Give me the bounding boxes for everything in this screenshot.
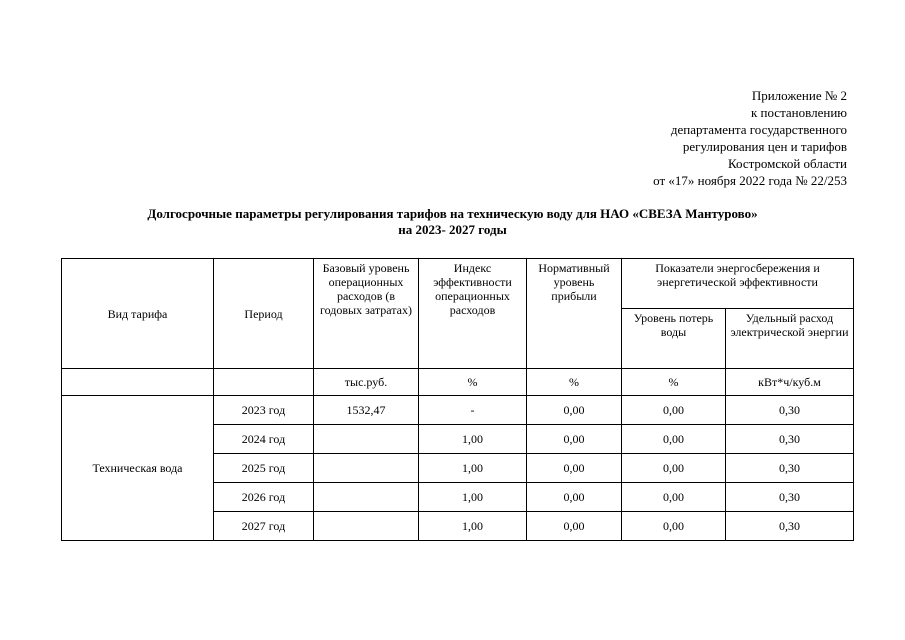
power-consumption-cell: 0,30 (726, 483, 854, 512)
header-period: Период (214, 259, 314, 369)
header-tariff-type: Вид тарифа (62, 259, 214, 369)
period-cell: 2026 год (214, 483, 314, 512)
appendix-line: регулирования цен и тарифов (682, 139, 847, 154)
profit-level-cell: 0,00 (527, 512, 622, 541)
header-power-consumption: Удельный расход электрической энергии (726, 309, 854, 369)
appendix-block (653, 87, 847, 189)
unit-efficiency-index: % (419, 369, 527, 396)
profit-level-cell: 0,00 (527, 454, 622, 483)
power-consumption-cell: 0,30 (726, 425, 854, 454)
profit-level-cell: 0,00 (527, 425, 622, 454)
water-loss-cell: 0,00 (622, 425, 726, 454)
unit-profit-level: % (527, 369, 622, 396)
unit-cell-empty (62, 369, 214, 396)
header-profit-level: Нормативный уровень прибыли (527, 259, 622, 369)
base-level-cell (314, 425, 419, 454)
efficiency-index-cell: 1,00 (419, 512, 527, 541)
appendix-line: Приложение № 2 (751, 88, 847, 103)
appendix-line: от «17» ноября 2022 года № 22/253 (653, 173, 847, 188)
header-base-level: Базовый уровень операционных расходов (в годовых затратах) (314, 259, 419, 369)
document-title (0, 206, 905, 238)
efficiency-index-cell: 1,00 (419, 454, 527, 483)
power-consumption-cell: 0,30 (726, 396, 854, 425)
base-level-cell (314, 483, 419, 512)
appendix-line: Костромской области (727, 156, 847, 171)
unit-water-loss: % (622, 369, 726, 396)
water-loss-cell: 0,00 (622, 483, 726, 512)
base-level-cell (314, 454, 419, 483)
title-line-2: на 2023- 2027 годы (398, 222, 507, 237)
water-loss-cell: 0,00 (622, 396, 726, 425)
efficiency-index-cell: 1,00 (419, 483, 527, 512)
table-row (62, 396, 854, 425)
period-cell: 2023 год (214, 396, 314, 425)
appendix-line: к постановлению (750, 105, 847, 120)
profit-level-cell: 0,00 (527, 483, 622, 512)
period-cell: 2024 год (214, 425, 314, 454)
base-level-cell (314, 512, 419, 541)
tariff-type-cell: Техническая вода (62, 396, 214, 541)
efficiency-index-cell: 1,00 (419, 425, 527, 454)
header-efficiency-index: Индекс эффективности операционных расходов (419, 259, 527, 369)
profit-level-cell: 0,00 (527, 396, 622, 425)
period-cell: 2027 год (214, 512, 314, 541)
unit-cell-empty (214, 369, 314, 396)
power-consumption-cell: 0,30 (726, 454, 854, 483)
tariff-table (61, 258, 854, 541)
unit-power-consumption: кВт*ч/куб.м (726, 369, 854, 396)
header-water-loss: Уровень потерь воды (622, 309, 726, 369)
base-level-cell: 1532,47 (314, 396, 419, 425)
water-loss-cell: 0,00 (622, 454, 726, 483)
appendix-line: департамента государственного (670, 122, 847, 137)
efficiency-index-cell: - (419, 396, 527, 425)
water-loss-cell: 0,00 (622, 512, 726, 541)
title-line-1: Долгосрочные параметры регулирования тарифов на техническую воду для НАО «СВЕЗА Мантурово» (147, 206, 758, 221)
power-consumption-cell: 0,30 (726, 512, 854, 541)
header-energy-group: Показатели энергосбережения и энергетической эффективности (622, 259, 854, 309)
unit-base-level: тыс.руб. (314, 369, 419, 396)
period-cell: 2025 год (214, 454, 314, 483)
